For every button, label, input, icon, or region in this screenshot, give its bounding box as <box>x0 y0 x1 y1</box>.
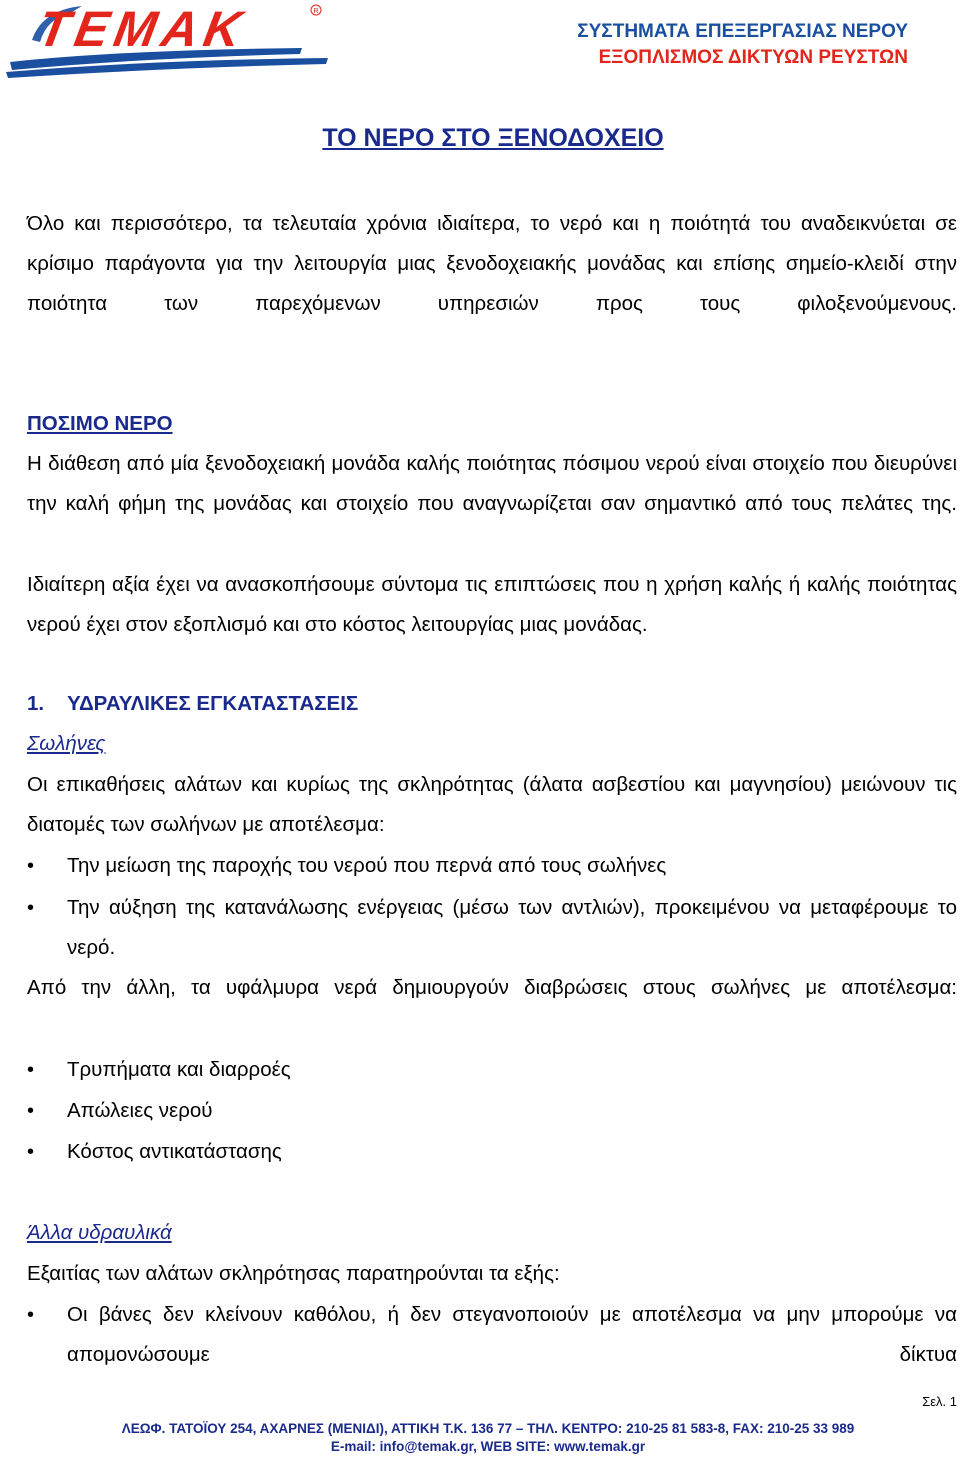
pipes-subheading: Σωλήνες <box>27 732 106 755</box>
list-item: Την μείωση της παροχής του νερού που περνά από τους σωλήνες <box>67 854 667 877</box>
svg-text:R: R <box>313 8 319 15</box>
footer-address: ΛΕΩΦ. ΤΑΤΟΪΟΥ 254, ΑΧΑΡΝΕΣ (ΜΕΝΙΔΙ), ΑΤΤΙΚΗ Τ.Κ. 136 77 – ΤΗΛ. ΚΕΝΤΡΟ: 210-25 81 583-8, FAX: 210-25 33 989 <box>121 1421 855 1436</box>
intro-paragraph: Όλο και περισσότερο, τα τελευταία χρόνια ιδιαίτερα, το νερό και η ποιότητά του αναδεικνύεται σε κρίσιμο παράγοντα για την λειτουργία μιας ξενοδοχειακής μονάδας και επίσης σημείο-κλειδί στην ποιότητα των παρεχόμενων υπηρεσιών προς τους φιλοξενούμενους. <box>27 212 957 316</box>
other-plumbing-subheading: Άλλα υδραυλικά <box>27 1221 172 1244</box>
list-item: Απώλειες νερού <box>67 1099 213 1122</box>
potable-water-heading: ΠΟΣΙΜΟ ΝΕΡΟ <box>27 412 173 435</box>
potable-paragraph-2: Ιδιαίτερη αξία έχει να ανασκοπήσουμε σύντομα τις επιπτώσεις που η χρήση καλής ή καλής ποιότητας νερού έχει στον εξοπλισμό και στο κόστος λειτουργίας μιας μονάδας. <box>27 573 957 637</box>
pipes-paragraph-2: Από την άλλη, τα υφάλμυρα νερά δημιουργούν διαβρώσεις στους σωλήνες με αποτέλεσμα: <box>27 976 957 999</box>
section-number: 1. <box>27 692 45 715</box>
list-item: Κόστος αντικατάστασης <box>67 1140 282 1163</box>
header-tagline <box>577 19 908 71</box>
other-plumbing-paragraph: Εξαιτίας των αλάτων σκληρότησας παρατηρούνται τα εξής: <box>27 1262 560 1285</box>
page-title: ΤΟ ΝΕΡΟ ΣΤΟ ΞΕΝΟΔΟΧΕΙΟ <box>322 124 664 152</box>
temak-logo <box>2 0 332 80</box>
bullet-icon: • <box>27 855 35 877</box>
list-item: Οι βάνες δεν κλείνουν καθόλου, ή δεν στεγανοποιούν με αποτέλεσμα να μην μπορούμε να απομονώσουμε δίκτυα <box>67 1303 957 1367</box>
bullet-icon: • <box>27 1304 35 1326</box>
footer <box>0 1420 960 1456</box>
bullet-icon: • <box>27 897 35 919</box>
potable-paragraph-1: Η διάθεση από μία ξενοδοχειακή μονάδα καλής ποιότητας πόσιμου νερού είναι στοιχείο που διευρύνει την καλή φήμη της μονάδας και στοιχείο που αναγνωρίζεται σαν σημαντικό από τους πελάτες της. <box>27 452 957 516</box>
page-number: Σελ. 1 <box>922 1394 957 1409</box>
section-1-heading <box>27 684 358 724</box>
section-title: ΥΔΡΑΥΛΙΚΕΣ ΕΓΚΑΤΑΣΤΑΣΕΙΣ <box>67 692 359 715</box>
footer-contact: E-mail: info@temak.gr, WEB SITE: www.temak.gr <box>330 1439 646 1454</box>
logo-wordmark: ΤΕΜΑΚ <box>33 0 252 57</box>
list-item: Την αύξηση της κατανάλωσης ενέργειας (μέσω των αντλιών), προκειμένου να μεταφέρουμε το νερό. <box>67 896 957 960</box>
bullet-icon: • <box>27 1100 35 1122</box>
header-line-2: ΕΞΟΠΛΙΣΜΟΣ ΔΙΚΤΥΩΝ ΡΕΥΣΤΩΝ <box>598 47 908 68</box>
header-line-1: ΣΥΣΤΗΜΑΤΑ ΕΠΕΞΕΡΓΑΣΙΑΣ ΝΕΡΟΥ <box>577 21 908 42</box>
bullet-icon: • <box>27 1141 35 1163</box>
bullet-icon: • <box>27 1059 35 1081</box>
pipes-paragraph-1: Οι επικαθήσεις αλάτων και κυρίως της σκληρότητας (άλατα ασβεστίου και μαγνησίου) μειώνουν τις διατομές των σωλήνων με αποτέλεσμα: <box>27 773 957 837</box>
list-item: Τρυπήματα και διαρροές <box>67 1058 291 1081</box>
